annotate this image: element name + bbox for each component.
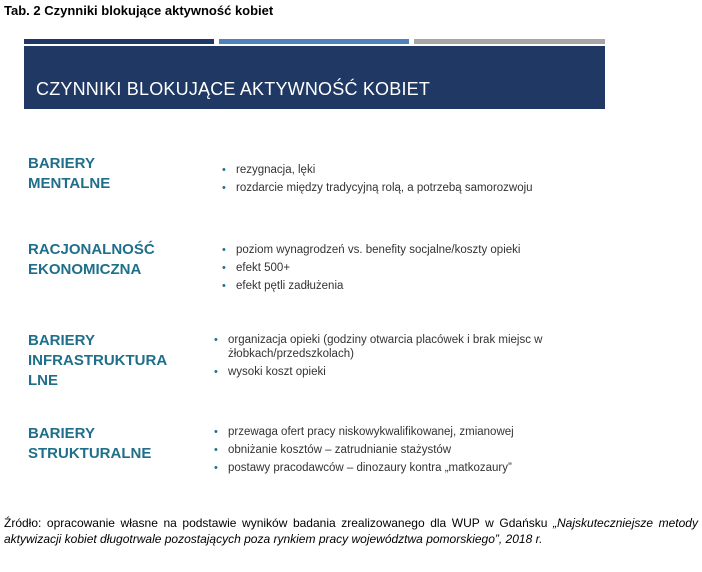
list-item: • rezygnacja, lęki (222, 163, 602, 177)
category-line: INFRASTRUKTURA (28, 352, 168, 369)
list-item: • przewaga ofert pracy niskowykwalifikowanej, zmianowej (214, 425, 594, 439)
category-line: RACJONALNOŚĆ (28, 241, 155, 258)
category-line: BARIERY (28, 332, 95, 349)
category-mental-barriers (28, 154, 110, 194)
list-item: • obniżanie kosztów – zatrudnianie stażystów (214, 443, 594, 457)
category-line: BARIERY (28, 155, 95, 172)
bullet-list-mental (222, 163, 602, 199)
source-title: „Najskuteczniejsze metody aktywizacji kobiet długotrwale pozostających poza rynkiem pracy województwa pomorskiego” (4, 516, 698, 546)
table-caption: Tab. 2 Czynniki blokujące aktywność kobiet (4, 3, 274, 18)
source-suffix: , 2018 r. (498, 532, 543, 546)
slide-banner (24, 46, 605, 109)
category-structural-barriers (28, 424, 151, 464)
bullet-list-economic (222, 243, 602, 297)
category-line: STRUKTURALNE (28, 445, 152, 462)
list-item: • poziom wynagrodzeń vs. benefity socjalne/koszty opieki (222, 243, 602, 257)
source-note (4, 515, 698, 547)
category-economic-rationality (28, 240, 155, 280)
bullet-list-structural (214, 425, 594, 479)
category-line: BARIERY (28, 425, 95, 442)
list-item: • postawy pracodawców – dinozaury kontra „matkozaury” (214, 461, 594, 475)
list-item: • efekt pętli zadłużenia (222, 279, 602, 293)
accent-stripe-dark (24, 39, 214, 44)
category-line: MENTALNE (28, 175, 111, 192)
slide-title: CZYNNIKI BLOKUJĄCE AKTYWNOŚĆ KOBIET (36, 79, 431, 99)
list-item: • efekt 500+ (222, 261, 602, 275)
list-item: • wysoki koszt opieki (214, 365, 559, 379)
bullet-list-infrastructure (214, 333, 559, 383)
accent-stripe-blue (219, 39, 409, 44)
source-prefix: Źródło: opracowanie własne na podstawie wyników badania zrealizowanego dla WUP w Gdańsku (4, 516, 554, 530)
list-item: • rozdarcie między tradycyjną rolą, a potrzebą samorozwoju (222, 181, 602, 195)
accent-stripe-gray (414, 39, 605, 44)
category-infrastructure-barriers (28, 331, 167, 391)
category-line: EKONOMICZNA (28, 261, 142, 278)
list-item: • organizacja opieki (godziny otwarcia placówek i brak miejsc w żłobkach/przedszkolach) (214, 333, 559, 361)
category-line: LNE (28, 372, 58, 389)
